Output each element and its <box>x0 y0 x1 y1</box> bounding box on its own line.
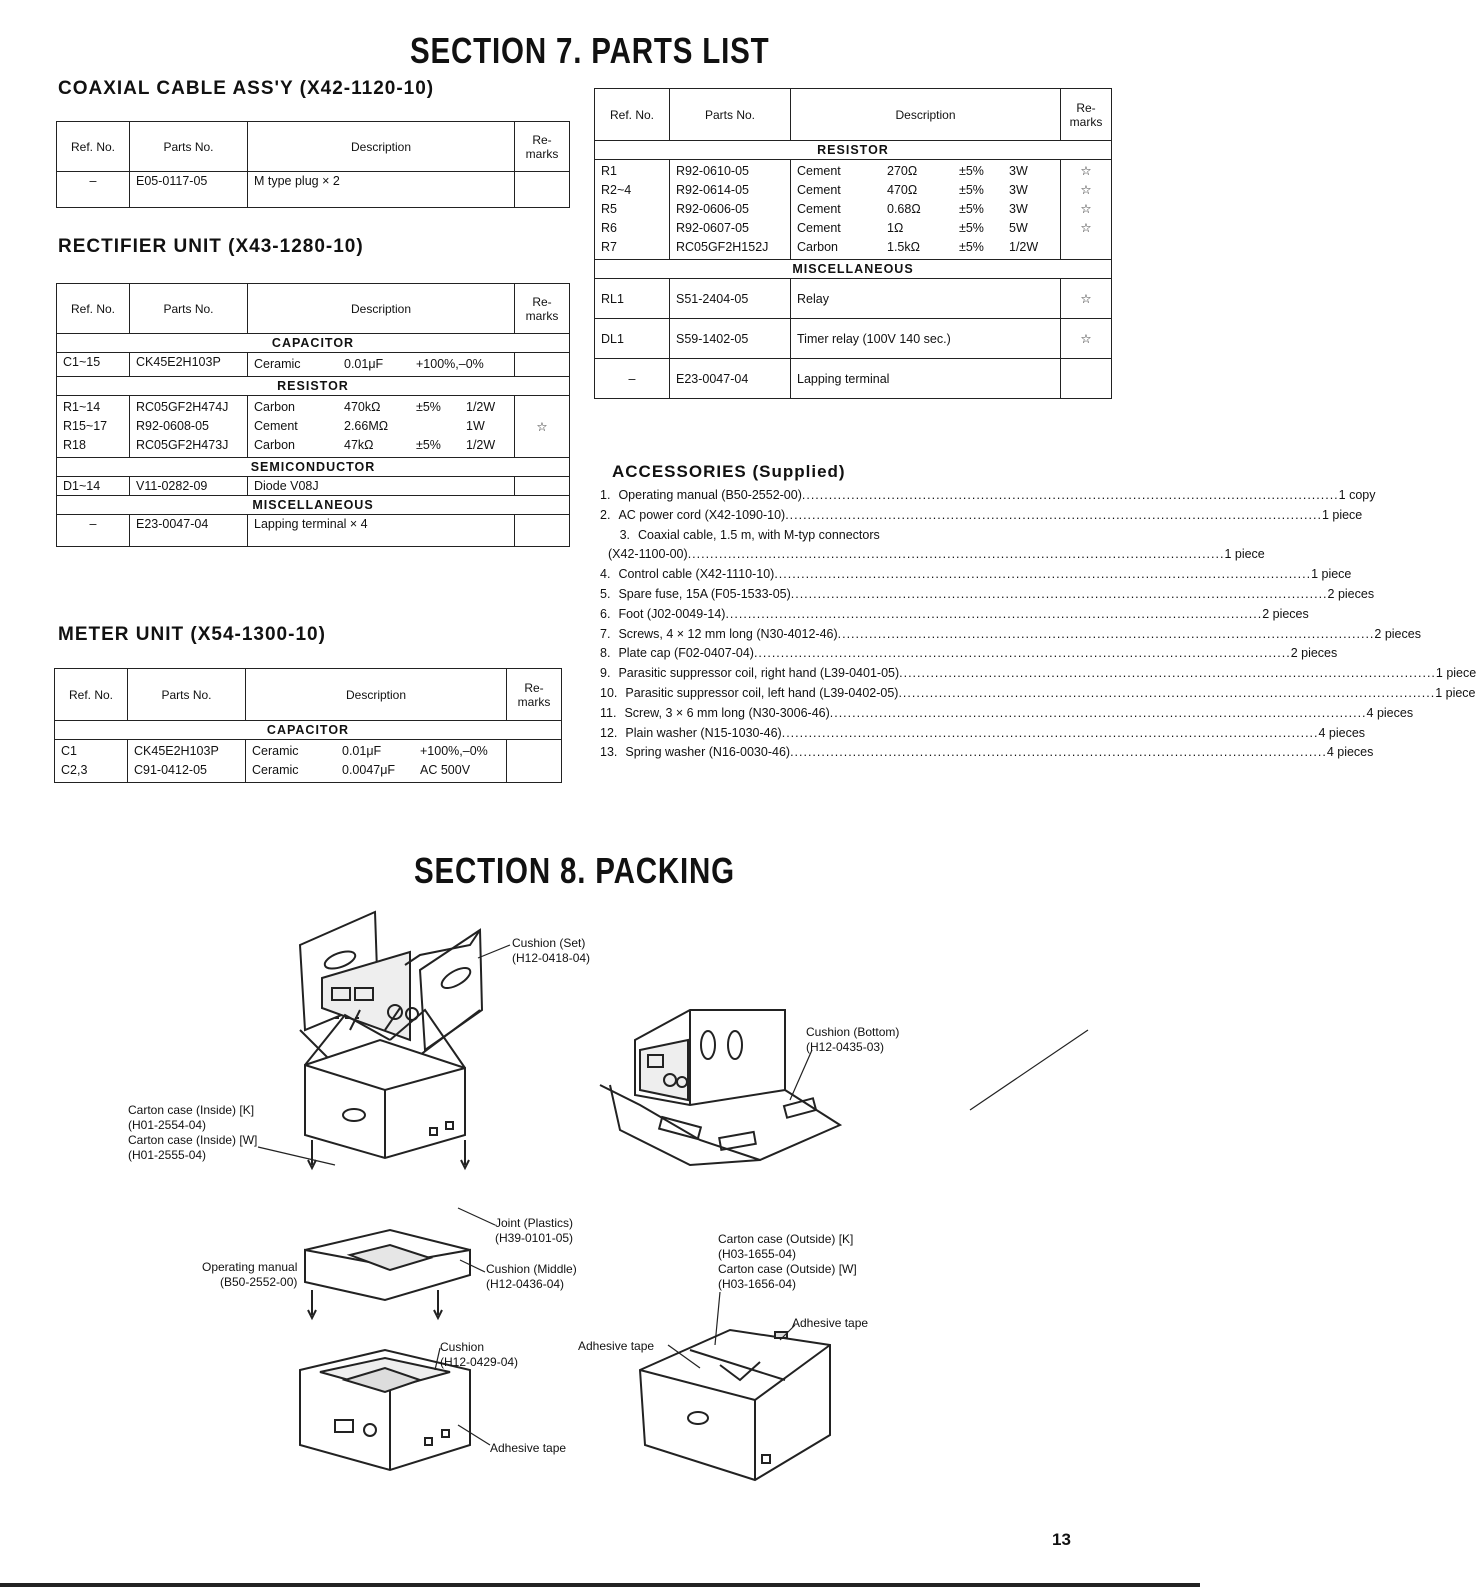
desc-type: Cement <box>797 183 841 197</box>
item-label: AC power cord (X42-1090-10) <box>618 507 786 522</box>
remarks-star: ☆ <box>1080 183 1092 197</box>
label-adhesive-tape-right: Adhesive tape <box>792 1316 869 1330</box>
col-remarks: Re- marks <box>515 122 570 172</box>
remarks <box>515 515 570 547</box>
desc-type: Ceramic <box>254 357 301 371</box>
desc-value: 47kΩ <box>344 438 374 452</box>
item-number: 10. <box>600 685 618 700</box>
desc-wattage: 1/2W <box>466 400 496 414</box>
parts-no: E23-0047-04 <box>670 359 791 399</box>
item-quantity: 2 pieces <box>1374 626 1421 641</box>
item-quantity: 4 pieces <box>1366 705 1414 720</box>
label-cushion: Cushion (H12-0429-04) <box>440 1340 519 1369</box>
item-text <box>618 625 1374 645</box>
col-ref: Ref. No. <box>57 284 130 334</box>
carton-outside-illustration <box>640 1330 830 1480</box>
desc-wattage: 1/2W <box>466 438 496 452</box>
desc-value: 2.66MΩ <box>344 419 389 433</box>
label-adhesive-tape-left: Adhesive tape <box>578 1339 655 1353</box>
category-capacitor: CAPACITOR <box>55 721 562 740</box>
desc-tolerance: ±5% <box>416 400 441 414</box>
item-text <box>625 743 1326 763</box>
desc-tolerance: +100%,–0% <box>416 357 484 371</box>
parts-no: R92-0614-05 <box>676 183 749 197</box>
table-row <box>57 396 570 458</box>
desc-type: Cement <box>254 419 298 433</box>
item-number: 2. <box>600 507 611 522</box>
desc-tolerance: ±5% <box>959 221 984 235</box>
ref-no: R1 <box>601 164 617 178</box>
table-row <box>595 279 1112 319</box>
table-row <box>57 353 570 377</box>
desc-tolerance: ±5% <box>959 183 984 197</box>
label-carton-outside: Carton case (Outside) [K] (H03-1655-04) Carton case (Outside) [W] (H03-1656-04) <box>718 1232 857 1291</box>
item-quantity: 1 copy <box>1338 488 1376 502</box>
accessories-title: ACCESSORIES (Supplied) <box>612 462 846 481</box>
item-number: 8. <box>600 646 611 661</box>
cushion-middle-illustration <box>305 1230 470 1300</box>
item-text <box>608 545 1224 565</box>
desc-rating: AC 500V <box>420 763 471 777</box>
desc-tolerance: ±5% <box>959 240 984 254</box>
description: Timer relay (100V 140 sec.) <box>791 319 1061 359</box>
ref-no: RL1 <box>595 279 670 319</box>
item-label: Screws, 4 × 12 mm long (N30-4012-46) <box>618 626 838 641</box>
item-text <box>618 565 1311 585</box>
col-parts: Parts No. <box>130 284 248 334</box>
desc-tolerance: ±5% <box>959 164 984 178</box>
item-quantity <box>1020 526 1080 546</box>
desc-wattage: 1/2W <box>1009 240 1039 254</box>
ref-no: C2,3 <box>61 763 88 777</box>
label-cushion-set: Cushion (Set) (H12-0418-04) <box>512 936 591 965</box>
item-number: 4. <box>600 567 611 582</box>
item-text <box>638 526 1020 546</box>
table-row <box>55 740 562 783</box>
item-quantity: 1 piece <box>1311 567 1352 582</box>
cushion-bottom-illustration <box>600 1010 840 1165</box>
accessory-item <box>600 704 1414 724</box>
item-quantity: 1 piece <box>1435 666 1476 681</box>
category-resistor: RESISTOR <box>595 141 1112 160</box>
label-carton-inside: Carton case (Inside) [K] (H01-2554-04) Carton case (Inside) [W] (H01-2555-04) <box>128 1103 258 1162</box>
desc-value: 0.0047μF <box>342 763 396 777</box>
leader-dots: ........................................................................................................................ <box>785 507 1322 522</box>
parts-no: R92-0606-05 <box>676 202 749 216</box>
desc-type: Cement <box>797 202 841 216</box>
leader-dots: ........................................................................................................................ <box>781 725 1319 740</box>
item-quantity: 1 piece <box>1435 685 1476 700</box>
col-ref: Ref. No. <box>55 669 128 721</box>
table-row <box>57 515 570 547</box>
item-text <box>625 724 1318 744</box>
packing-diagram <box>0 890 1200 1510</box>
remarks-star: ☆ <box>1080 202 1092 216</box>
desc-wattage: 3W <box>1009 202 1028 216</box>
accessory-item <box>600 625 1421 645</box>
parts-no: CK45E2H103P <box>130 353 248 377</box>
ref-no: R6 <box>601 221 617 235</box>
col-desc: Description <box>246 669 507 721</box>
col-ref: Ref. No. <box>595 89 670 141</box>
accessories-list <box>600 486 1476 763</box>
accessory-item <box>600 585 1375 605</box>
parts-no: E23-0047-04 <box>130 515 248 547</box>
desc-wattage: 3W <box>1009 183 1028 197</box>
desc-wattage: 5W <box>1009 221 1028 235</box>
description: Relay <box>791 279 1061 319</box>
item-label: Plate cap (F02-0407-04) <box>618 646 754 661</box>
remarks-star: ☆ <box>515 396 570 458</box>
item-quantity: 1 piece <box>1321 507 1363 522</box>
item-quantity: 2 pieces <box>1262 606 1309 621</box>
item-label: Spring washer (N16-0030-46) <box>625 745 791 760</box>
meter-table <box>54 668 562 783</box>
item-number: 5. <box>600 586 611 601</box>
item-number: 11. <box>600 705 617 720</box>
rectifier-table <box>56 283 570 547</box>
remarks-star: ☆ <box>1061 319 1112 359</box>
description: Diode V08J <box>248 477 515 496</box>
accessory-item <box>600 724 1366 744</box>
ref-no: R18 <box>63 438 86 452</box>
remarks <box>515 353 570 377</box>
accessory-item <box>600 506 1363 526</box>
accessory-item <box>600 545 1265 565</box>
parts-no: S51-2404-05 <box>670 279 791 319</box>
parts-no: RC05GF2H152J <box>676 240 769 254</box>
coaxial-table <box>56 121 570 208</box>
desc-type: Ceramic <box>252 763 299 777</box>
item-number: 12. <box>600 725 618 740</box>
coaxial-title: COAXIAL CABLE ASS'Y (X42-1120-10) <box>58 78 435 99</box>
item-label: Foot (J02-0049-14) <box>618 606 726 621</box>
remarks-star: ☆ <box>1080 221 1092 235</box>
description: Lapping terminal × 4 <box>248 515 515 547</box>
category-resistor: RESISTOR <box>57 377 570 396</box>
table-row <box>57 172 570 208</box>
item-text <box>618 644 1290 664</box>
item-text <box>624 704 1366 724</box>
accessory-item <box>600 644 1338 664</box>
item-label: Parasitic suppressor coil, right hand (L39-0401-05) <box>618 666 900 681</box>
item-quantity: 1 piece <box>1224 547 1265 562</box>
col-remarks: Re- marks <box>507 669 562 721</box>
ref-no: – <box>57 172 130 208</box>
page-number: 13 <box>1052 1530 1071 1549</box>
col-desc: Description <box>248 122 515 172</box>
remarks-star: ☆ <box>1080 164 1092 178</box>
desc-wattage: 3W <box>1009 164 1028 178</box>
section-7-title: SECTION 7. PARTS LIST <box>410 30 770 71</box>
ref-no: R15~17 <box>63 419 108 433</box>
parts-no: CK45E2H103P <box>134 744 219 758</box>
item-text <box>625 684 1435 704</box>
ref-no: R1~14 <box>63 400 101 414</box>
desc-value: 0.01μF <box>344 357 384 371</box>
item-text <box>618 506 1322 526</box>
meter-title: METER UNIT (X54-1300-10) <box>58 624 326 645</box>
ref-no: C1~15 <box>57 353 130 377</box>
ref-no: R7 <box>601 240 617 254</box>
item-label: Parasitic suppressor coil, left hand (L39-0402-05) <box>625 685 899 700</box>
desc-value: 470kΩ <box>344 400 381 414</box>
item-text <box>618 585 1327 605</box>
item-number: 1. <box>600 488 611 502</box>
parts-no: S59-1402-05 <box>670 319 791 359</box>
bottom-rule <box>0 1583 1200 1587</box>
item-label: Screw, 3 × 6 mm long (N30-3006-46) <box>624 705 830 720</box>
leader-dots: ........................................................................................................................ <box>898 685 1436 700</box>
description: M type plug × 2 <box>248 172 515 208</box>
accessory-item <box>600 684 1476 704</box>
table-row <box>595 359 1112 399</box>
desc-tolerance <box>416 417 466 436</box>
remarks <box>515 477 570 496</box>
leader-dots: ........................................................................................................................ <box>801 488 1339 502</box>
col-parts: Parts No. <box>128 669 246 721</box>
parts-no: R92-0610-05 <box>676 164 749 178</box>
item-text <box>618 486 1338 506</box>
label-cushion-bottom: Cushion (Bottom) (H12-0435-03) <box>806 1025 900 1054</box>
description: Lapping terminal <box>791 359 1061 399</box>
leader-dots: ........................................................................................................................ <box>687 547 1225 562</box>
rectifier-title: RECTIFIER UNIT (X43-1280-10) <box>58 236 364 257</box>
category-miscellaneous: MISCELLANEOUS <box>595 260 1112 279</box>
desc-value: 1.5kΩ <box>887 240 920 254</box>
item-label: (X42-1100-00) <box>608 547 688 562</box>
item-quantity: 2 pieces <box>1290 646 1338 661</box>
desc-tolerance: ±5% <box>959 202 984 216</box>
leader-dots: ........................................................................................................................ <box>725 606 1263 621</box>
item-number <box>600 545 608 565</box>
desc-type: Cement <box>797 164 841 178</box>
leader-dots: ........................................................................................................................ <box>774 567 1312 582</box>
item-text <box>618 605 1262 625</box>
remarks-star <box>1061 359 1112 399</box>
desc-value: 470Ω <box>887 183 918 197</box>
desc-type: Carbon <box>797 240 838 254</box>
ref-no: – <box>57 515 130 547</box>
item-quantity: 4 pieces <box>1326 745 1374 760</box>
label-operating-manual: Operating manual (B50-2552-00) <box>202 1260 298 1289</box>
item-number: 7. <box>600 626 611 641</box>
item-number: 13. <box>600 745 618 760</box>
table-row <box>595 160 1112 260</box>
parts-no: V11-0282-09 <box>130 477 248 496</box>
desc-value: 270Ω <box>887 164 918 178</box>
accessory-item <box>600 743 1374 763</box>
parts-no: RC05GF2H474J <box>136 400 229 414</box>
ref-no: R2~4 <box>601 183 632 197</box>
desc-tolerance: +100%,–0% <box>420 744 488 758</box>
col-parts: Parts No. <box>670 89 791 141</box>
col-remarks: Re- marks <box>515 284 570 334</box>
parts-no: R92-0608-05 <box>136 419 209 433</box>
accessory-item <box>600 486 1376 506</box>
desc-type: Ceramic <box>252 744 299 758</box>
leader-dots: ........................................................................................................................ <box>829 705 1367 720</box>
desc-type: Carbon <box>254 400 295 414</box>
ref-no: R5 <box>601 202 617 216</box>
desc-value: 0.01μF <box>342 744 382 758</box>
label-joint: Joint (Plastics) (H39-0101-05) <box>495 1216 574 1245</box>
col-ref: Ref. No. <box>57 122 130 172</box>
desc-value: 0.68Ω <box>887 202 921 216</box>
item-number: 6. <box>600 606 611 621</box>
leader-dots: ........................................................................................................................ <box>837 626 1375 641</box>
item-text <box>618 664 1435 684</box>
label-cushion-middle: Cushion (Middle) (H12-0436-04) <box>486 1262 577 1291</box>
category-capacitor: CAPACITOR <box>57 334 570 353</box>
ref-no: – <box>595 359 670 399</box>
parts-no: R92-0607-05 <box>676 221 749 235</box>
item-label: Spare fuse, 15A (F05-1533-05) <box>618 586 791 601</box>
accessory-item <box>600 664 1476 684</box>
col-desc: Description <box>791 89 1061 141</box>
item-label: Operating manual (B50-2552-00) <box>618 488 802 502</box>
item-label: Coaxial cable, 1.5 m, with M-typ connectors <box>638 527 880 542</box>
leader-dots: ........................................................................................................................ <box>790 745 1327 760</box>
ref-no: D1~14 <box>57 477 130 496</box>
ref-no: C1 <box>61 744 77 758</box>
item-number: 3. <box>619 527 630 542</box>
desc-type: Carbon <box>254 438 295 452</box>
leader-dots: ........................................................................................................................ <box>790 586 1328 601</box>
label-adhesive-tape-bottom: Adhesive tape <box>490 1441 567 1455</box>
accessory-item <box>600 565 1352 585</box>
leader-dots: ........................................................................................................................ <box>753 646 1291 661</box>
table-row <box>595 319 1112 359</box>
item-number: 9. <box>600 666 611 681</box>
category-miscellaneous: MISCELLANEOUS <box>57 496 570 515</box>
col-remarks: Re- marks <box>1061 89 1112 141</box>
accessory-item <box>600 526 1080 546</box>
desc-wattage: 1W <box>466 419 485 433</box>
item-quantity: 4 pieces <box>1318 725 1366 740</box>
remarks <box>515 172 570 208</box>
col-desc: Description <box>248 284 515 334</box>
col-parts: Parts No. <box>130 122 248 172</box>
resistor-misc-table <box>594 88 1112 399</box>
parts-no: C91-0412-05 <box>134 763 207 777</box>
table-row <box>57 477 570 496</box>
category-semiconductor: SEMICONDUCTOR <box>57 458 570 477</box>
section-8-title: SECTION 8. PACKING <box>414 850 735 891</box>
accessory-item <box>600 605 1309 625</box>
item-label: Control cable (X42-1110-10) <box>618 567 775 582</box>
parts-no: RC05GF2H473J <box>136 438 229 452</box>
desc-type: Cement <box>797 221 841 235</box>
leader-dots: ........................................................................................................................ <box>899 666 1436 681</box>
item-label: Plain washer (N15-1030-46) <box>625 725 782 740</box>
desc-value: 1Ω <box>887 221 904 235</box>
item-quantity: 2 pieces <box>1327 586 1375 601</box>
parts-no: E05-0117-05 <box>130 172 248 208</box>
desc-tolerance: ±5% <box>416 438 441 452</box>
remarks <box>507 740 562 783</box>
remarks-star: ☆ <box>1061 279 1112 319</box>
ref-no: DL1 <box>595 319 670 359</box>
